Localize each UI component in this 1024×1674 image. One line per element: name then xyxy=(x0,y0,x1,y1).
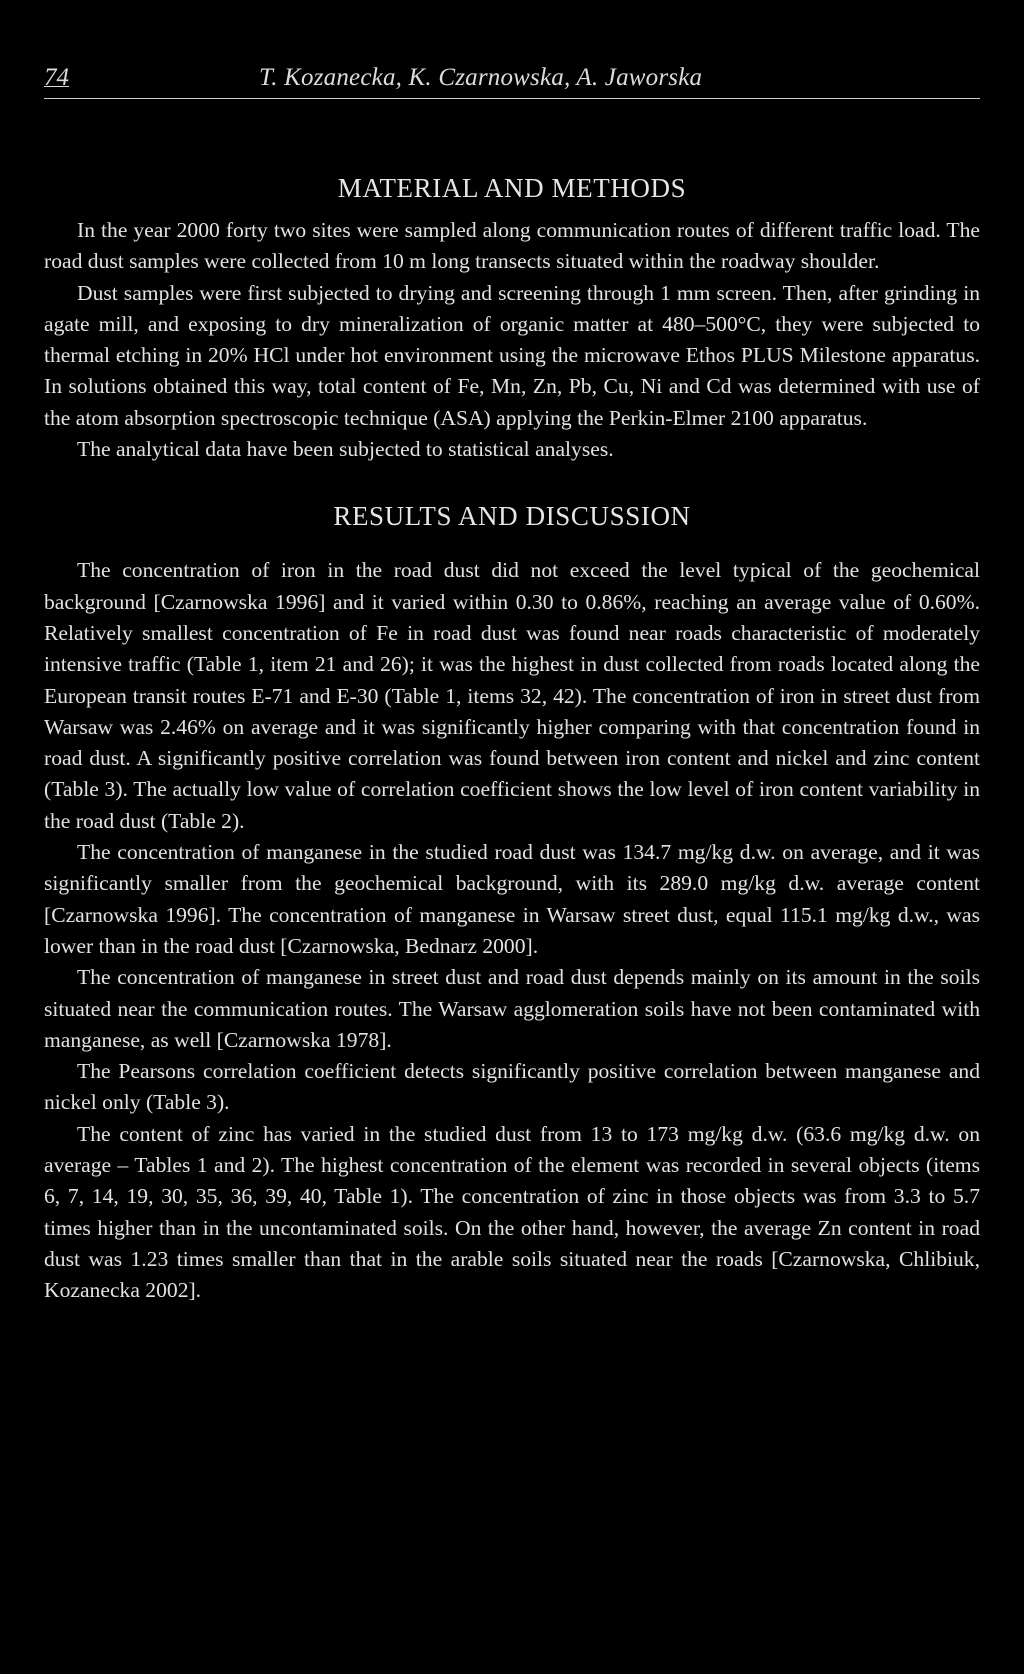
results-paragraph-manganese-sources: The concentration of manganese in street dust and road dust depends mainly on its amount in the soils situated near the communication routes. The Warsaw agglomeration soils have not been contaminated with manganese, as well [Czarnowska 1978]. xyxy=(44,965,980,1052)
running-head-authors: T. Kozanecka, K. Czarnowska, A. Jaworska xyxy=(259,64,703,91)
results-paragraph-iron: The concentration of iron in the road dust did not exceed the level typical of the geochemical background [Czarnowska 1996] and it varied within 0.30 to 0.86%, reaching an average value of 0.60%. Relatively smallest concentration of Fe in road dust was found near roads characteristic of moderately intensive traffic (Table 1, item 21 and 26); it was the highest in dust collected from roads located along the European transit routes E-71 and E-30 (Table 1, items 32, 42). The concentration of iron in street dust from Warsaw was 2.46% on average and it was significantly higher comparing with that concentration found in road dust. A significantly positive correlation was found between iron content and nickel and zinc content (Table 3). The actually low value of correlation coefficient shows the low level of iron content variability in the road dust (Table 2). xyxy=(44,558,980,833)
section-heading-results: RESULTS AND DISCUSSION xyxy=(333,501,691,532)
journal-page xyxy=(44,62,980,1307)
page-number: 74 xyxy=(44,64,69,91)
methods-paragraph-preparation: Dust samples were first subjected to drying and screening through 1 mm screen. Then, after grinding in agate mill, and exposing to dry mineralization of organic matter at 480–500°C, they were subjected to thermal etching in 20% HCl under hot environment using the microwave Ethos PLUS Milestone apparatus. In solutions obtained this way, total content of Fe, Mn, Zn, Pb, Cu, Ni and Cd was determined with use of the atom absorption spectroscopic technique (ASA) applying the Perkin-Elmer 2100 apparatus. xyxy=(44,280,980,430)
section-heading-methods: MATERIAL AND METHODS xyxy=(337,173,687,203)
running-head xyxy=(44,62,980,99)
results-paragraph-zinc: The content of zinc has varied in the studied dust from 13 to 173 mg/kg d.w. (63.6 mg/kg d.w. on average – Tables 1 and 2). The highest concentration of the element was recorded in several objects (items 6, 7, 14, 19, 30, 35, 36, 39, 40, Table 1). The concentration of zinc in those objects was from 3.3 to 5.7 times higher than in the uncontaminated soils. On the other hand, however, the average Zn content in road dust was 1.23 times smaller than that in the arable soils situated near the roads [Czarnowska, Chlibiuk, Kozanecka 2002]. xyxy=(44,1121,980,1303)
methods-paragraph-statistics: The analytical data have been subjected to statistical analyses. xyxy=(77,437,614,462)
results-paragraph-manganese: The concentration of manganese in the studied road dust was 134.7 mg/kg d.w. on average, and it was significantly smaller from the geochemical background, with its 289.0 mg/kg d.w. average content [Czarnowska 1996]. The concentration of manganese in Warsaw street dust, equal 115.1 mg/kg d.w., was lower than in the road dust [Czarnowska, Bednarz 2000]. xyxy=(44,840,980,958)
results-paragraph-correlation: The Pearsons correlation coefficient detects significantly positive correlation between manganese and nickel only (Table 3). xyxy=(44,1059,980,1115)
methods-paragraph-sampling: In the year 2000 forty two sites were sampled along communication routes of different traffic load. The road dust samples were collected from 10 m long transects situated within the roadway shoulder. xyxy=(44,218,980,274)
